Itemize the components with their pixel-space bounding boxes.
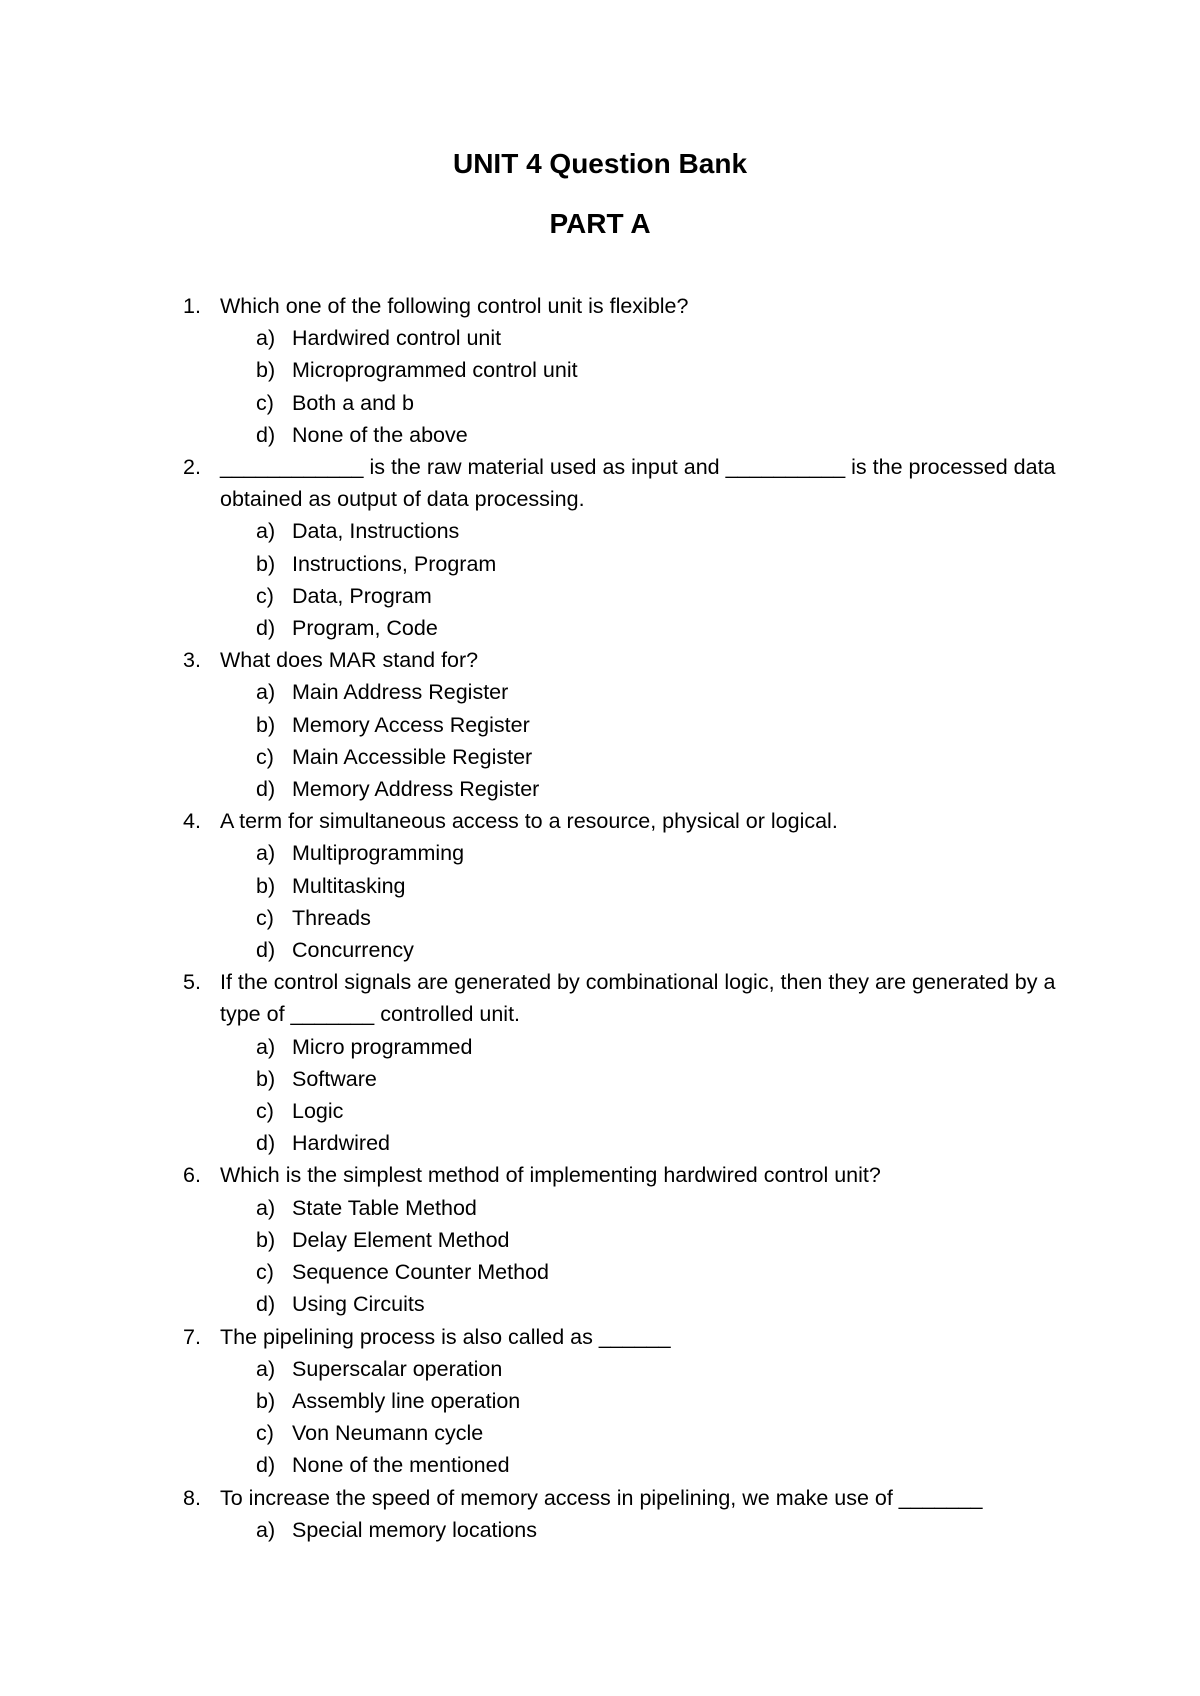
option-letter: b) [256,1388,276,1413]
option-text: Threads [292,905,371,930]
question-item [0,1159,1060,1320]
answer-option [220,1449,1060,1481]
question-number: 2. [183,455,201,480]
option-text: Data, Instructions [292,519,460,544]
answer-option [220,676,1060,708]
option-letter: a) [256,841,276,866]
option-letter: b) [256,1227,276,1252]
question-item [0,1482,1060,1546]
answer-option [220,1224,1060,1256]
option-list [220,322,1060,451]
option-list [220,1353,1060,1482]
answer-option [220,1192,1060,1224]
option-list [220,1514,1060,1546]
answer-option [220,1288,1060,1320]
option-letter: c) [256,905,274,930]
question-item [0,966,1060,1159]
question-item [0,1321,1060,1482]
question-number: 4. [183,809,201,834]
option-text: Software [292,1066,377,1091]
option-text: Delay Element Method [292,1227,510,1252]
option-letter: c) [256,1260,274,1285]
option-text: Multiprogramming [292,841,465,866]
answer-option [220,354,1060,386]
option-letter: c) [256,1099,274,1124]
option-letter: c) [256,583,274,608]
question-text: The pipelining process is also called as ______ [220,1324,671,1349]
answer-option [220,612,1060,644]
question-text: Which is the simplest method of implementing hardwired control unit? [220,1163,881,1188]
answer-option [220,515,1060,547]
option-letter: b) [256,712,276,737]
answer-option [220,1095,1060,1127]
answer-option [220,322,1060,354]
option-text: Assembly line operation [292,1388,521,1413]
option-text: Hardwired control unit [292,326,502,351]
option-letter: d) [256,938,276,963]
question-item [0,644,1060,805]
question-list [0,290,1200,1546]
answer-option [220,548,1060,580]
question-text: If the control signals are generated by combinational logic, then they are generated by a type of _______ controlled unit. [220,970,1056,1027]
option-letter: a) [256,519,276,544]
answer-option [220,837,1060,869]
option-list [220,515,1060,644]
option-letter: c) [256,744,274,769]
question-text: What does MAR stand for? [220,648,479,673]
answer-option [220,580,1060,612]
option-letter: c) [256,390,274,415]
question-text: A term for simultaneous access to a resource, physical or logical. [220,809,838,834]
answer-option [220,1353,1060,1385]
option-text: Main Accessible Register [292,744,533,769]
option-list [220,1031,1060,1160]
option-letter: b) [256,358,276,383]
question-number: 7. [183,1324,201,1349]
answer-option [220,1514,1060,1546]
option-list [220,837,1060,966]
question-item [0,805,1060,966]
question-text: Which one of the following control unit is flexible? [220,294,689,318]
question-number: 3. [183,648,201,673]
option-letter: d) [256,1292,276,1317]
option-letter: a) [256,1517,276,1542]
answer-option [220,1385,1060,1417]
option-text: Micro programmed [292,1034,473,1059]
option-text: Von Neumann cycle [292,1421,484,1446]
option-letter: d) [256,616,276,641]
question-text: ____________ is the raw material used as input and __________ is the processed data obtained as output of data processing. [220,455,1056,512]
option-list [220,676,1060,805]
answer-option [220,773,1060,805]
option-letter: d) [256,1131,276,1156]
question-number: 1. [183,294,201,318]
answer-option [220,934,1060,966]
option-letter: b) [256,873,276,898]
option-letter: d) [256,422,276,447]
option-text: State Table Method [292,1195,477,1220]
answer-option [220,387,1060,419]
option-text: None of the above [292,422,468,447]
answer-option [220,1256,1060,1288]
option-letter: b) [256,551,276,576]
question-number: 8. [183,1485,201,1510]
option-text: Both a and b [292,390,414,415]
answer-option [220,741,1060,773]
option-text: Superscalar operation [292,1356,503,1381]
question-item [0,290,1060,451]
answer-option [220,1031,1060,1063]
answer-option [220,1127,1060,1159]
option-letter: d) [256,1453,276,1478]
option-letter: d) [256,777,276,802]
question-number: 6. [183,1163,201,1188]
part-heading: PART A [549,208,651,239]
answer-option [220,419,1060,451]
option-text: Logic [292,1099,344,1124]
option-letter: b) [256,1066,276,1091]
option-text: Memory Access Register [292,712,530,737]
option-text: Program, Code [292,616,438,641]
answer-option [220,870,1060,902]
option-text: Main Address Register [292,680,509,705]
question-text: To increase the speed of memory access in pipelining, we make use of _______ [220,1485,983,1510]
option-letter: a) [256,1195,276,1220]
option-text: None of the mentioned [292,1453,510,1478]
option-letter: c) [256,1421,274,1446]
answer-option [220,1417,1060,1449]
option-letter: a) [256,680,276,705]
option-text: Instructions, Program [292,551,497,576]
option-text: Using Circuits [292,1292,425,1317]
question-number: 5. [183,970,201,995]
answer-option [220,902,1060,934]
document-title: UNIT 4 Question Bank [452,148,748,179]
option-text: Concurrency [292,938,414,963]
answer-option [220,709,1060,741]
option-text: Microprogrammed control unit [292,358,578,383]
option-text: Special memory locations [292,1517,537,1542]
answer-option [220,1063,1060,1095]
option-text: Memory Address Register [292,777,540,802]
option-text: Hardwired [292,1131,390,1156]
option-letter: a) [256,1034,276,1059]
option-text: Multitasking [292,873,406,898]
option-text: Sequence Counter Method [292,1260,549,1285]
option-letter: a) [256,326,276,351]
option-list [220,1192,1060,1321]
option-letter: a) [256,1356,276,1381]
question-item [0,451,1060,644]
option-text: Data, Program [292,583,432,608]
